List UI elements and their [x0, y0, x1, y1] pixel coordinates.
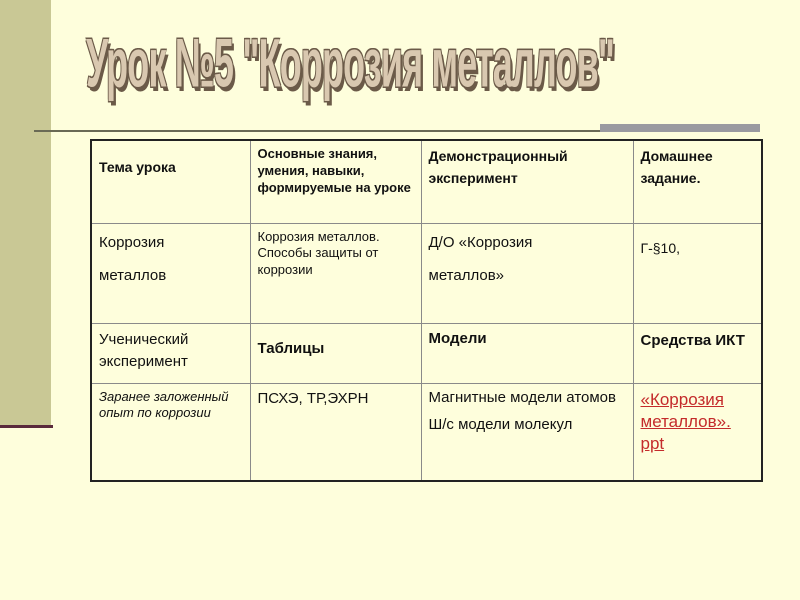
homework-text: Г-§10,	[640, 239, 680, 256]
student-experiment-label: Ученический эксперимент	[99, 330, 189, 370]
header-skills-label: Основные знания, умения, навыки, формируемые на уроке	[257, 146, 411, 195]
cell-topic	[91, 223, 250, 323]
header-cell-demo	[421, 140, 633, 223]
lesson-table	[90, 139, 763, 482]
demo-line-2: металлов»	[428, 266, 505, 284]
header-cell-homework	[633, 140, 762, 223]
cell-prelaid-experiment	[91, 383, 250, 481]
slide-title: Урок №5 "Коррозия металлов"	[86, 23, 615, 102]
cell-presentation	[633, 383, 762, 481]
demo-line-1: Д/О «Коррозия	[428, 233, 533, 251]
header-cell-topic	[91, 140, 250, 223]
cell-tables	[250, 323, 421, 383]
tables-label: Таблицы	[257, 339, 325, 357]
cell-reference-tables	[250, 383, 421, 481]
topic-line-1: Коррозия	[99, 233, 165, 251]
presentation-link[interactable]: «Коррозия металлов». ppt	[640, 389, 731, 453]
models-label: Модели	[428, 329, 487, 347]
header-homework-label: Домашнее задание.	[640, 148, 713, 186]
side-decor-line	[0, 425, 53, 428]
cell-homework	[633, 223, 762, 323]
divider-accent	[600, 124, 760, 132]
cell-demo	[421, 223, 633, 323]
table-header-row	[91, 140, 762, 223]
table-row	[91, 223, 762, 323]
header-demo-label: Демонстрационный эксперимент	[428, 148, 568, 186]
side-decor-bar	[0, 0, 51, 426]
prelaid-experiment-text: Заранее заложенный опыт по коррозии	[99, 388, 229, 421]
cell-ict	[633, 323, 762, 383]
ict-label: Средства ИКТ	[640, 331, 745, 349]
header-topic-label: Тема урока	[99, 159, 176, 175]
table-row	[91, 383, 762, 481]
molecule-models-text: Ш/с модели молекул	[428, 415, 573, 433]
reference-tables-text: ПСХЭ, ТР,ЭХРН	[257, 389, 369, 407]
topic-line-2: металлов	[99, 266, 167, 284]
cell-models-list	[421, 383, 633, 481]
cell-models	[421, 323, 633, 383]
header-cell-skills	[250, 140, 421, 223]
cell-skills	[250, 223, 421, 323]
table-row	[91, 323, 762, 383]
magnetic-models-text: Магнитные модели атомов	[428, 388, 616, 406]
cell-student-experiment	[91, 323, 250, 383]
skills-text: Коррозия металлов. Способы защиты от коррозии	[257, 228, 380, 278]
